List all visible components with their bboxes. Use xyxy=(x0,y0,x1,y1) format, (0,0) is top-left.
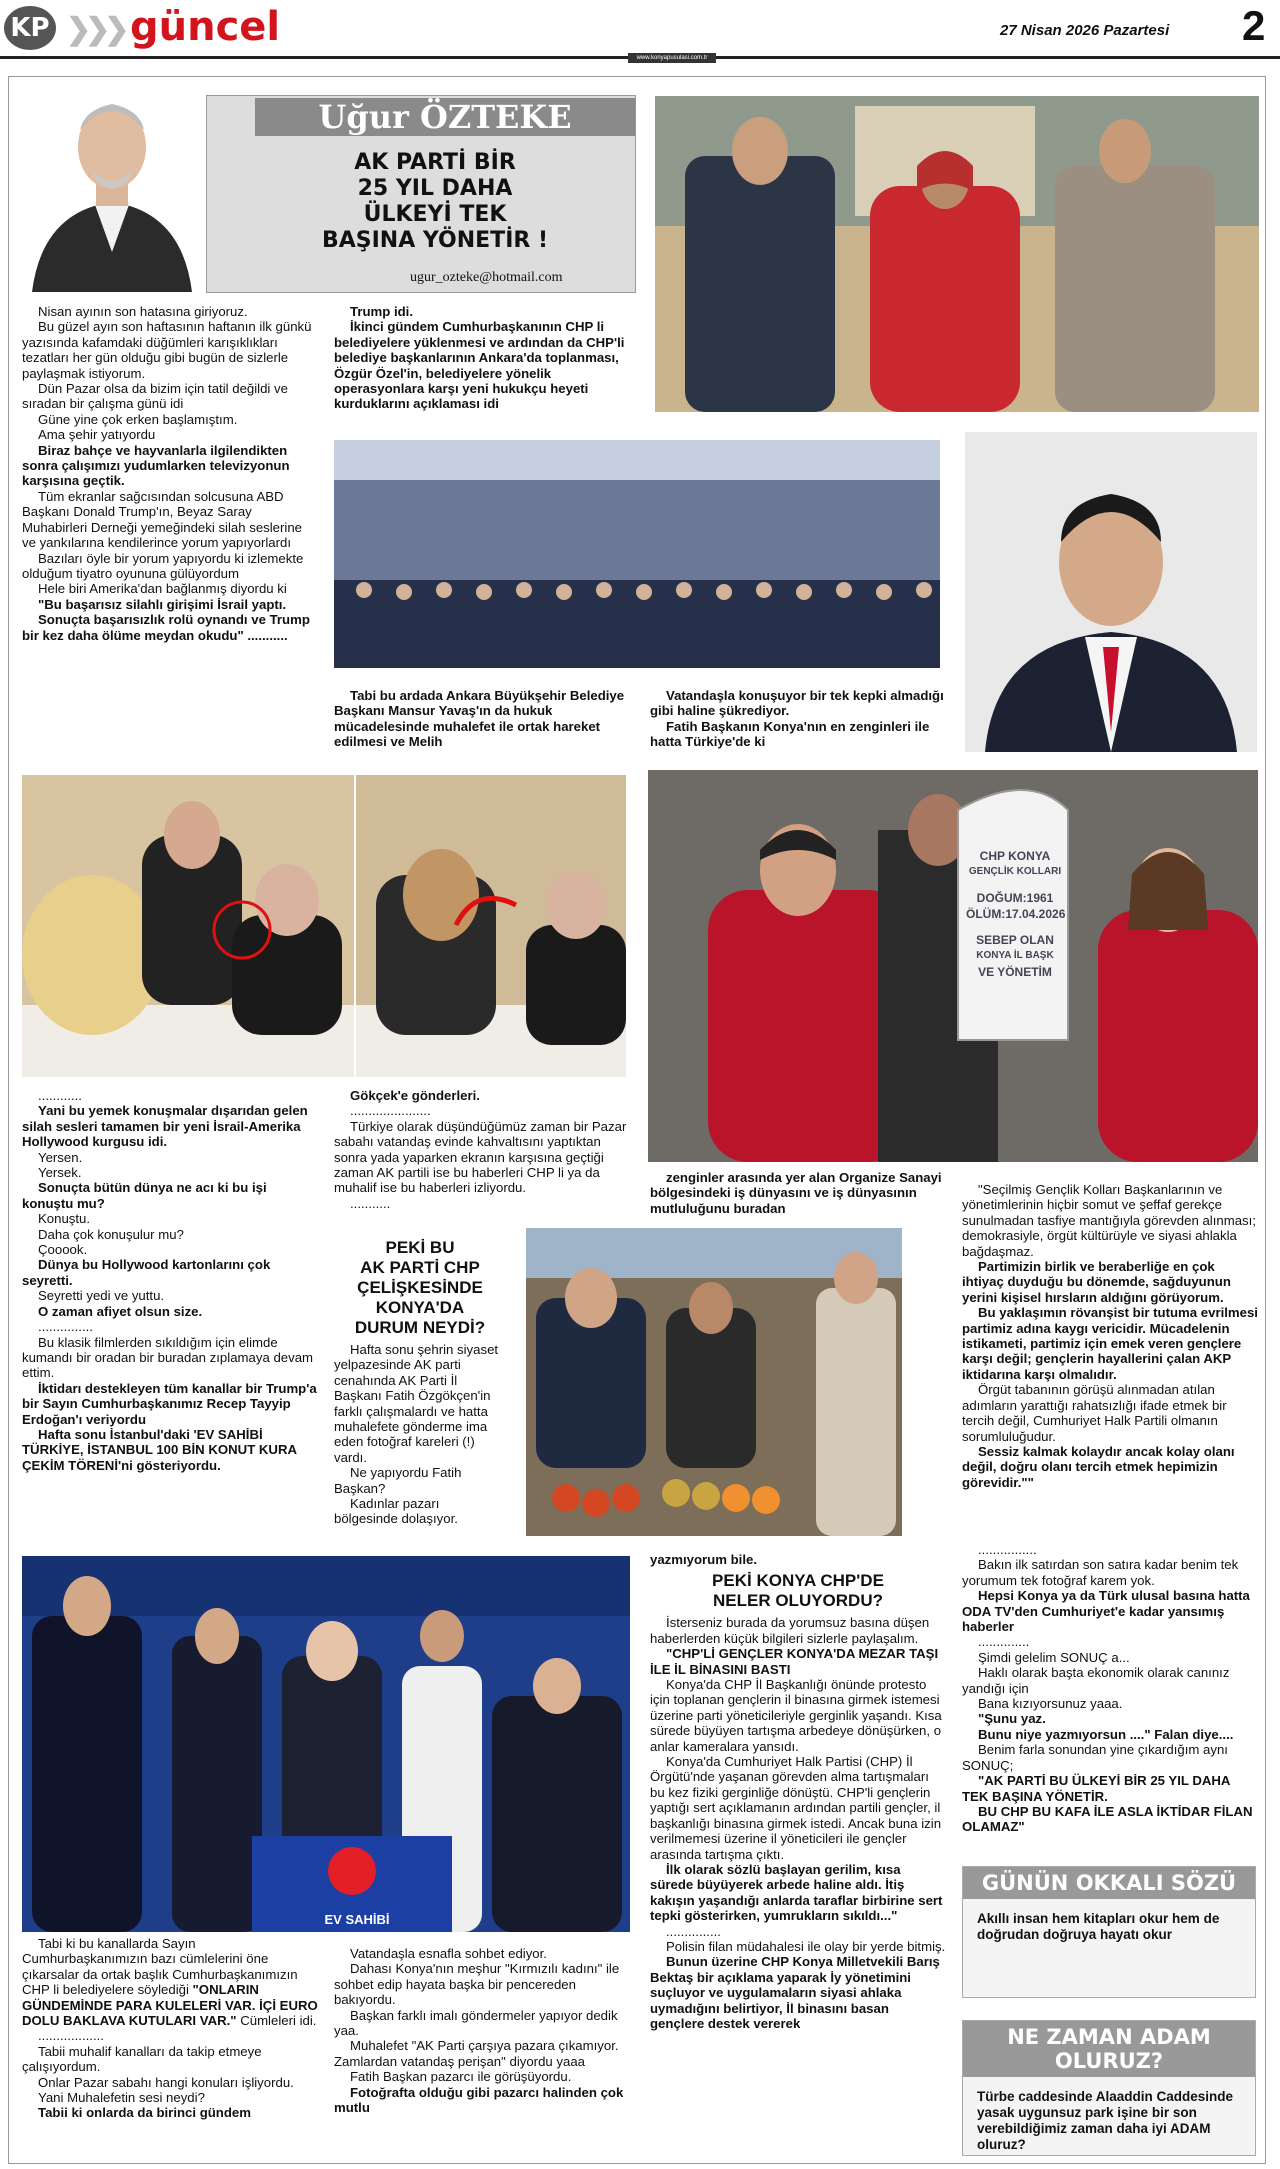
col1a-paragraph: Tüm ekranlar sağcısından solcusuna ABD Başkanı Donald Trump'ın, Beyaz Saray Muhabirleri Derneği yemeğindeki silah seslerine ve yankılarına kendilerince yorum yapıyorlardı xyxy=(22,488,303,551)
col3d-paragraph: Bunun üzerine CHP Konya Milletvekili Barış Bektaş bir açıklama yaparak İy yönetimini suçluyor ve uygulamaların siyasi ahlaka uymadığını belirtiyor, İl binasını basan gençlere destek vererek xyxy=(650,1954,940,2031)
col2c-paragraph: ........... xyxy=(350,1195,391,1211)
col3d-paragraph: Konya'da CHP İl Başkanlığı önünde protesto için toplanan gençlerin il binasına girmek istemesi üzerine parti yöneticileriyle gerginlik yaşandı. Kısa sürede büyüyen tartışma arbedeye dönüşürken, o anlar kameralara yansıdı. xyxy=(650,1677,942,1754)
col1b-paragraph: O zaman afiyet olsun size. xyxy=(38,1303,203,1319)
col1b-paragraph: İktidarı destekleyen tüm kanallar bir Trump'a bir Sayın Cumhurbaşkanımız Recep Tayyip Erdoğan'ı veriyordu xyxy=(22,1380,317,1427)
col1b-paragraph: ............... xyxy=(38,1319,93,1335)
photo-erdogan-ceremony xyxy=(22,1556,630,1932)
site-url[interactable]: www.konyapusulasi.com.tr xyxy=(628,53,716,63)
col3d-lead: yazmıyorum bile. xyxy=(650,1552,758,1567)
col2e-paragraph: Başkan farklı imalı göndermeler yapıyor dedik yaa. xyxy=(334,2007,618,2039)
col3d-paragraph: İsterseniz burada da yorumsuz basına düşen haberlerden küçük bilgileri sizlerle paylaşalım. xyxy=(650,1615,930,1646)
col2d-paragraph: Hafta sonu şehrin siyaset yelpazesinde AK parti cenahında AK Parti İl Başkanı Fatih Özgökçen'in farklı çalışmalardı ve hatta muhalefete gönderme ima eden fotoğraf kareleri (!) vardı. xyxy=(334,1342,499,1465)
author-photo xyxy=(22,52,202,292)
photo-officials-elderly-woman xyxy=(655,96,1259,412)
text-col2a xyxy=(334,304,634,412)
section-title: güncel xyxy=(130,4,281,50)
col2a-paragraph: İkinci gündem Cumhurbaşkanının CHP li belediyelere yüklenmesi ve ardından da CHP'li belediye başkanlarının Ankara'da toplanması, Özgür Özel'in, belediyelere yönelik operasyonlara karşı yeni hukukçu heyeti kurduklarını açıklaması idi xyxy=(334,319,625,412)
chevrons-decoration: ❯❯❯ xyxy=(66,13,124,46)
col1b-paragraph: Seyretti yedi ve yuttu. xyxy=(38,1288,165,1304)
col4d-paragraph: ................ xyxy=(978,1542,1037,1557)
col1b-paragraph: Hafta sonu İstanbul'daki 'EV SAHİBİ TÜRKİYE, İSTANBUL 100 BİN KONUT KURA ÇEKİM TÖRENİ'ni gösteriyordu. xyxy=(22,1426,297,1473)
photo-market-visit xyxy=(526,1228,902,1536)
col3b-paragraph: Vatandaşla konuşuyor bir tek kepki almadığı gibi haline şükrediyor. xyxy=(650,688,944,719)
col1b-paragraph: Yani bu yemek konuşmalar dışarıdan gelen silah sesleri tamamen bir yeni İsrail-Amerika Hollywood kurgusu idi. xyxy=(22,1103,308,1150)
col1e-paragraph: Tabi ki bu kanallarda Sayın Cumhurbaşkanımızın bazı cümlelerini öne çıkarsalar da ortak başlık Cumhurbaşkanımızın CHP li belediyelere söylediği "ONLARIN GÜNDEMİNDE PARA KULELERİ VAR. İÇİ EURO DOLU BAKLAVA KUTULARI VAR." Cümleleri idi. xyxy=(22,1936,318,2029)
col1a-paragraph: Dün Pazar olsa da bizim için tatil değildi ve sıradan bir çalışma günü idi xyxy=(22,381,288,412)
column-headline: AK PARTİ BİR 25 YIL DAHA ÜLKEYİ TEK BAŞINA YÖNETİR ! xyxy=(321,150,549,253)
text-col3d xyxy=(650,1552,946,2031)
quote-of-day-title: GÜNÜN OKKALI SÖZÜ xyxy=(963,1867,1255,1899)
col4d-paragraph: Bakın ilk satırdan son satıra kadar benim tek yorumum tek fotoğraf karem yok. xyxy=(962,1557,1239,1588)
when-civilized-box xyxy=(962,2020,1256,2156)
col1b-paragraph: Dünya bu Hollywood kartonlarını çok seyretti. xyxy=(22,1257,271,1288)
col1a-paragraph: Bazıları öyle bir yorum yapıyordu ki izlemekte olduğum tiyatro oyununa gülüyordum xyxy=(22,550,304,581)
col1b-paragraph: Yersek. xyxy=(38,1165,82,1181)
text-col1b xyxy=(22,1088,318,1473)
col1e-emphasis: "ONLARIN GÜNDEMİNDE PARA KULELERİ VAR. İÇİ EURO DOLU BAKLAVA KUTULARI VAR." xyxy=(22,1982,318,2029)
col2e-paragraph: Vatandaşla esnafla sohbet ediyor. xyxy=(350,1946,547,1961)
col1e-paragraph: Tabii muhalif kanalları da takip etmeye çalışıyordum. xyxy=(22,2043,262,2075)
col2d-paragraph: Ne yapıyordu Fatih Başkan? xyxy=(334,1465,462,1496)
col4c-paragraph: Partimizin birlik ve beraberliğe en çok ihtiyaç duyduğu bu dönemde, sağduyunun yerini kişisel hırsların aldığını görüyorum. xyxy=(962,1259,1231,1305)
col1b-paragraph: Yersen. xyxy=(38,1149,83,1165)
col4d-paragraph: BU CHP BU KAFA İLE ASLA İKTİDAR FİLAN OLAMAZ" xyxy=(962,1803,1253,1835)
text-col2d xyxy=(334,1234,506,1527)
text-col3c xyxy=(650,1170,946,1216)
col4d-paragraph: .............. xyxy=(978,1634,1030,1650)
col4d-paragraph: Bana kızıyorsunuz yaaa. xyxy=(978,1696,1123,1712)
col1a-paragraph: Ama şehir yatıyordu xyxy=(38,427,156,443)
col1b-paragraph: Çooook. xyxy=(38,1242,88,1258)
col2e-paragraph: Fotoğrafta olduğu gibi pazarcı halinden çok mutlu xyxy=(334,2084,624,2116)
col2c-paragraph: ...................... xyxy=(350,1103,431,1119)
col1b-paragraph: ............ xyxy=(38,1088,82,1103)
col2a-paragraph: Trump idi. xyxy=(350,304,414,319)
col1a-paragraph: Biraz bahçe ve hayvanlarla ilgilendikten sonra çalışımızı yudumlarken televizyonun karşısına geçtik. xyxy=(22,442,290,489)
col1b-paragraph: Daha çok konuşulur mu? xyxy=(38,1226,184,1242)
col1a-paragraph: Nisan ayının son hatasına giriyoruz. xyxy=(38,304,248,319)
photo-protest-gravestone xyxy=(648,770,1258,1162)
col1b-paragraph: Bu klasik filmlerden sıkıldığım için elimde kumandı bir oradan bir buradan zıplamaya devam ettim. xyxy=(22,1334,314,1381)
text-col2b xyxy=(334,688,634,750)
col1e-paragraph: Yani Muhalefetin sesi neydi? xyxy=(38,2090,205,2106)
col1e-paragraph: .................. xyxy=(38,2028,104,2044)
when-civilized-title: NE ZAMAN ADAM OLURUZ? xyxy=(963,2021,1255,2077)
text-col1e xyxy=(22,1936,318,2121)
text-col1a xyxy=(22,304,314,643)
col3d-paragraph: ............... xyxy=(666,1923,721,1939)
kp-logo: KP xyxy=(4,6,56,50)
col2b-paragraph: Tabi bu ardada Ankara Büyükşehir Belediye Başkanı Mansur Yavaş'ın da hukuk mücadelesinde muhalefet ile ortak hareket edilmesi ve Melih xyxy=(334,688,625,750)
col1a-paragraph: "Bu başarısız silahlı girişimi İsrail yaptı. xyxy=(38,596,287,612)
col3b-paragraph: Fatih Başkanın Konya'nın en zenginleri ile hatta Türkiye'de ki xyxy=(650,718,930,750)
podium-label: EV SAHİBİ xyxy=(324,1912,390,1927)
col4d-paragraph: "Şunu yaz. xyxy=(978,1711,1046,1727)
subhead-ak-chp: PEKİ BU AK PARTİ CHP ÇELİŞKESİNDE KONYA'DA DURUM NEYDİ? xyxy=(354,1238,486,1337)
text-col3b xyxy=(650,688,945,750)
col3c-paragraph: zenginler arasında yer alan Organize Sanayi bölgesindeki iş dünyasını ve iş dünyasının mutluluğunu buradan xyxy=(650,1170,942,1216)
text-col4d xyxy=(962,1542,1258,1835)
col4d-paragraph: Hepsi Konya ya da Türk ulusal basına hatta ODA TV'den Cumhuriyet'e kadar yansımış haberler xyxy=(962,1588,1250,1635)
photo-dinner-note xyxy=(22,775,354,1077)
col2d-paragraph: Kadınlar pazarı bölgesinde dolaşıyor. xyxy=(334,1496,458,1527)
photo-dinner-closeup xyxy=(356,775,626,1077)
col2e-paragraph: Muhalefet "AK Parti çarşıya pazara çıkamıyor. Zamlardan vatandaş perişan" diyordu yaaa xyxy=(334,2038,619,2069)
col3d-paragraph: İlk olarak sözlü başlayan gerilim, kısa sürede büyüyerek arbede haline aldı. İtiş kakışın yaşandığı anlarda taraflar birbirine sert tepki gösterirken, yumrukların sıkıldı..." xyxy=(650,1861,943,1924)
col1e-paragraph: Onlar Pazar sabahı hangi konuları işliyordu. xyxy=(38,2074,294,2090)
issue-date: 27 Nisan 2026 Pazartesi xyxy=(1000,22,1170,39)
col1a-paragraph: Hele biri Amerika'dan bağlanmış diyordu ki xyxy=(38,581,287,597)
col1e-paragraph: Tabii ki onlarda da birinci gündem xyxy=(38,2105,251,2121)
quote-of-day-box xyxy=(962,1866,1256,1998)
page-number: 2 xyxy=(1242,2,1266,49)
col3d-paragraph: "CHP'Lİ GENÇLER KONYA'DA MEZAR TAŞI İLE İL BİNASINI BASTI xyxy=(650,1646,939,1677)
text-col4c xyxy=(962,1182,1258,1490)
author-email[interactable]: ugur_ozteke@hotmail.com xyxy=(410,270,563,285)
photo-deputy-portrait xyxy=(965,432,1257,752)
photo-chp-mayors-meeting xyxy=(334,440,940,668)
col1a-paragraph: Sonuçta başarısızlık rolü oynandı ve Trump bir kez daha ölüme meydan okudu" ........... xyxy=(22,612,310,643)
col4d-paragraph: Bunu niye yazmıyorsun ...." Falan diye.... xyxy=(978,1726,1234,1742)
col1b-paragraph: Sonuçta bütün dünya ne acı ki bu işi konuştu mu? xyxy=(22,1180,267,1211)
text-col2e xyxy=(334,1946,630,2115)
col4d-paragraph: "AK PARTİ BU ÜLKEYİ BİR 25 YIL DAHA TEK BAŞINA YÖNETİR. xyxy=(962,1773,1230,1804)
gravestone-sign: CHP KONYA GENÇLİK KOLLARI DOĞUM:1961 ÖLÜM:17.04.2026 SEBEP OLAN KONYA İL BAŞK VE YÖNETİM xyxy=(966,849,1066,979)
quote-of-day-text: Akıllı insan hem kitapları okur hem de doğrudan doğruya hayatı okur xyxy=(977,1911,1220,1942)
col3d-paragraph: Polisin filan müdahalesi ile olay bir yerde bitmiş. xyxy=(666,1938,946,1954)
col4c-paragraph: Bu yaklaşımın rövanşist bir tutuma evrilmesi partimiz adına kaygı vericidir. Mücadelenin istikameti, partimiz için emek veren gençlere karşı değil; gençlerin hayallerini çalan AKP iktidarına karşı olmalıdır. xyxy=(962,1305,1258,1382)
text-col2c xyxy=(334,1088,630,1211)
col1a-paragraph: Güne yine çok erken başlamıştım. xyxy=(38,411,238,427)
col4c-paragraph: Sessiz kalmak kolaydır ancak kolay olanı değil, doğru olanı tercih etmek hepimizin görevidir."" xyxy=(962,1443,1235,1490)
col4d-paragraph: Şimdi gelelim SONUÇ a... xyxy=(978,1649,1130,1665)
col4c-paragraph: Örgüt tabanının görüşü alınmadan atılan adımların yarattığı rahatsızlığı ifade etmek bir tercih değil, Cumhuriyet Halk Partili olmanın sorumluluğudur. xyxy=(962,1382,1227,1444)
col2c-paragraph: Türkiye olarak düşündüğümüz zaman bir Pazar sabahı vatandaş evinde kahvaltısını yaptıktan sonra yada yaparken ekranın karşısına geçtiği zaman AK partili ise bu haberleri CHP li ya da muhalif ise bu haberleri izliyordu. xyxy=(334,1118,627,1196)
col2e-paragraph: Dahası Konya'nın meşhur "Kırmızılı kadını" ile sohbet edip hayata başka bir pencereden bakıyordu. xyxy=(334,1961,620,2008)
col3d-paragraph: Konya'da Cumhuriyet Halk Partisi (CHP) İl Örgütü'nde yaşanan görevden alma tartışmaları bu kez fiziki gerginliğe dönüştü. CHP'li gençlerin yaptığı sert açıklamanın ardından partili gençler, il başkanlığı binasına girmek istedi. Ancak buna izin verilmemesi üzerine il yöneticileri ile gençler arasında tartışma çıktı. xyxy=(650,1754,942,1862)
col4d-paragraph: Benim farla sonundan yine çıkardığım aynı SONUÇ; xyxy=(962,1742,1228,1773)
col2e-paragraph: Fatih Başkan pazarcı ile görüşüyordu. xyxy=(350,2069,572,2085)
col1a-paragraph: Bu güzel ayın son haftasının haftanın ilk günkü yazısında kafamdaki düğümleri karışıklıkları tezatları her gün olduğu gibi bugün de sizlerle paylaşmak istiyorum. xyxy=(22,319,312,381)
when-civilized-text: Türbe caddesinde Alaaddin Caddesinde yasak uygunsuz park işine bir son verebildiğimiz zaman daha iyi ADAM oluruz? xyxy=(977,2089,1234,2152)
col2c-paragraph: Gökçek'e gönderleri. xyxy=(350,1088,480,1103)
col4c-paragraph: "Seçilmiş Gençlik Kolları Başkanlarının ve yönetimlerinin hiçbir somut ve şeffaf gerekçe sunulmadan tasfiye mantığıyla görevden alınması; demokrasiyle, örgüt kültürüyle ve siyasi ahlakla bağdaşmaz. xyxy=(962,1182,1256,1259)
col4d-paragraph: Haklı olarak başta ekonomik olarak canınız yandığı için xyxy=(962,1665,1230,1696)
subhead-konya-chp: PEKİ KONYA CHP'DE NELER OLUYORDU? xyxy=(712,1571,884,1611)
author-name: Uğur ÖZTEKE xyxy=(255,98,635,136)
col1b-paragraph: Konuştu. xyxy=(38,1211,91,1227)
